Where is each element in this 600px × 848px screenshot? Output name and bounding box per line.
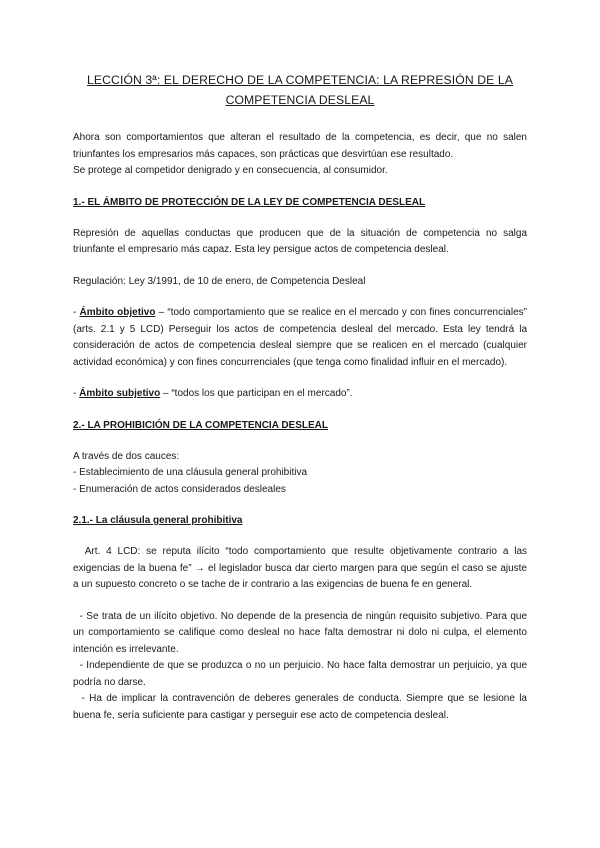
art-4-paragraph: Art. 4 LCD: se reputa ilícito “todo comportamiento que resulte objetivamente contrario a las exigencias de la buena fe” → el legislador busca dar cierto margen para que según el caso se ajuste a un supuesto concreto o se tache de ir contrario a las exigencias de buena fe en general.	[73, 546, 530, 590]
subjective-scope-label: Ámbito subjetivo	[79, 388, 161, 399]
subjective-prefix: -	[73, 388, 80, 399]
subjective-scope-paragraph	[73, 386, 527, 403]
objective-scope-text: – “todo comportamiento que se realice en el mercado y con fines concurrenciales” (arts. 2.1 y 5 LCD) Perseguir los actos de competencia desleal del mercado. Esta ley tendrá la consideración de actos de competencia desleal siempre que se realicen en el mercado (cualquier actividad económica) y con fines concurrenciales (que tenga como finalidad influir en el mercado).	[73, 307, 527, 368]
bullet-independent-damage: - Independiente de que se produzca o no un perjuicio. No hace falta demostrar un perjuicio, ya que podría no darse.	[73, 660, 530, 688]
bullet-objective-illicit: - Se trata de un ilícito objetivo. No depende de la presencia de ningún requisito subjetivo. Para que un comportamiento se califique como desleal no hace falta demostrar ni dolo ni culpa, el elemento intención es irrelevante.	[73, 610, 530, 655]
section-1-paragraph: Represión de aquellas conductas que producen que de la situación de competencia no salga triunfante el empresario más capaz. Esta ley persigue actos de competencia desleal.	[73, 227, 527, 255]
intro-paragraph-2: Se protege al competidor denigrado y en consecuencia, al consumidor.	[73, 165, 388, 176]
objective-prefix: -	[73, 307, 80, 318]
section-1-heading: 1.- EL ÁMBITO DE PROTECCIÓN DE LA LEY DE COMPETENCIA DESLEAL	[73, 196, 426, 208]
regulation-line: Regulación: Ley 3/1991, de 10 de enero, de Competencia Desleal	[73, 275, 366, 287]
subjective-scope-text: – “todos los que participan en el mercado”.	[160, 388, 353, 399]
section-2-1-heading: 2.1.- La cláusula general prohibitiva	[73, 515, 243, 526]
channels-intro: A través de dos cauces:	[73, 450, 180, 462]
section-2-heading: 2.- LA PROHIBICIÓN DE LA COMPETENCIA DESLEAL	[73, 419, 329, 431]
objective-scope-paragraph	[73, 305, 527, 371]
channels-item-2: - Enumeración de actos considerados desleales	[73, 483, 286, 495]
bullet-general-duties: - Ha de implicar la contravención de deberes generales de conducta. Siempre que se lesione la buena fe, sería suficiente para castigar y perseguir ese acto de competencia desleal.	[73, 693, 530, 721]
channels-item-1: - Establecimiento de una cláusula general prohibitiva	[73, 467, 308, 478]
intro-paragraph: Ahora son comportamientos que alteran el resultado de la competencia, es decir, que no salen triunfantes los empresarios más capaces, son prácticas que desvirtúan ese resultado.	[73, 132, 527, 160]
lesson-title: LECCIÓN 3ª: EL DERECHO DE LA COMPETENCIA: LA REPRESIÓN DE LA COMPETENCIA DESLEAL	[87, 73, 513, 107]
objective-scope-label: Ámbito objetivo	[79, 307, 156, 318]
